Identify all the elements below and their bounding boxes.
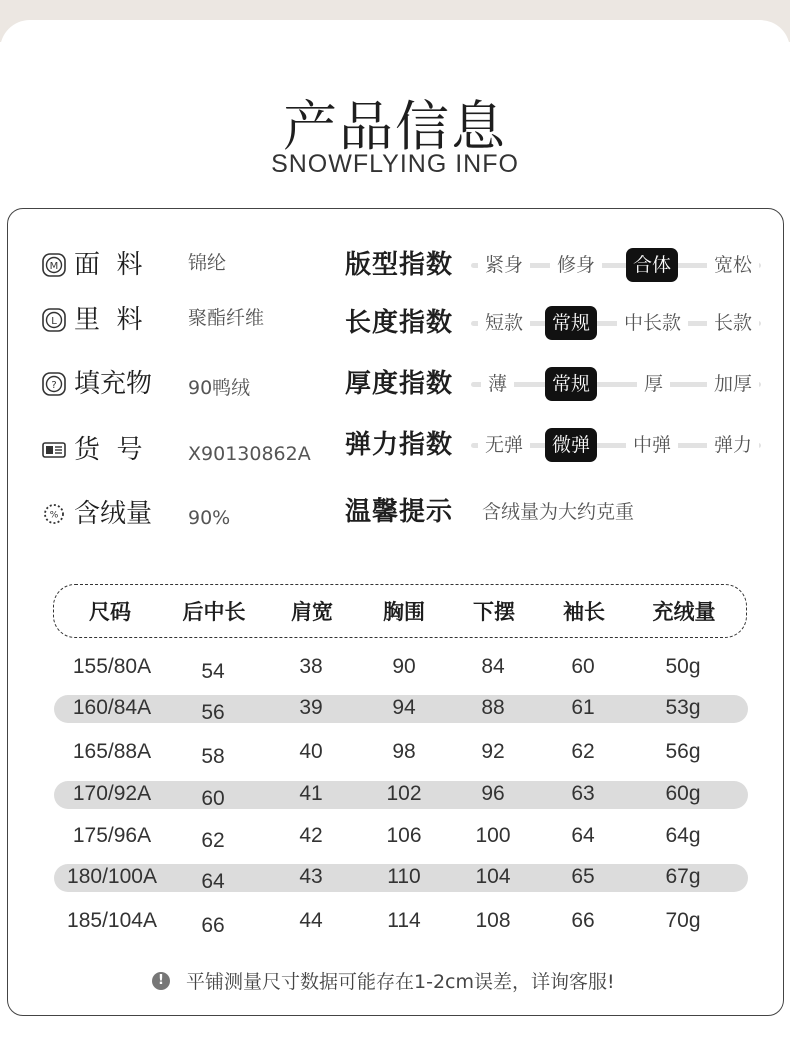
table-cell: 108 (475, 909, 511, 932)
table-cell: 96 (481, 782, 505, 805)
column-header: 下摆 (473, 600, 515, 624)
page-title: 产品信息 (283, 95, 507, 158)
table-cell: 65 (571, 865, 595, 888)
table-cell: 60 (201, 787, 225, 810)
size-table-header (53, 584, 747, 638)
table-cell: 170/92A (72, 782, 152, 805)
table-cell: 175/96A (72, 824, 152, 847)
index-option: 中长款 (617, 306, 688, 340)
table-cell: 53g (665, 696, 701, 719)
table-cell: 42 (299, 824, 323, 847)
table-cell: 38 (299, 655, 323, 678)
table-cell: 63 (571, 782, 595, 805)
table-cell: 56 (201, 701, 225, 724)
table-cell: 106 (386, 824, 422, 847)
tip-label: 温馨提示 (345, 497, 454, 527)
table-cell: 54 (201, 660, 225, 683)
attr-label: 面 料 (74, 250, 143, 280)
table-cell: 58 (201, 745, 225, 768)
table-cell: 44 (299, 909, 323, 932)
attr-value: 90% (188, 507, 231, 529)
table-cell: 88 (481, 696, 505, 719)
table-cell: 41 (299, 782, 323, 805)
attr-value: 90鸭绒 (188, 377, 251, 399)
table-row (54, 654, 748, 682)
table-cell: 60g (665, 782, 701, 805)
attr-label: 填充物 (74, 369, 153, 399)
index-option: 紧身 (478, 248, 530, 282)
m-badge-icon (42, 253, 66, 277)
svg-text:%: % (49, 510, 59, 521)
table-cell: 185/104A (67, 909, 157, 932)
table-cell: 64 (571, 824, 595, 847)
column-header: 袖长 (563, 600, 605, 624)
table-cell: 160/84A (72, 696, 152, 719)
index-label: 版型指数 (345, 250, 454, 280)
id-card-icon (42, 438, 66, 462)
table-cell: 104 (475, 865, 511, 888)
table-row (54, 864, 748, 892)
table-row (54, 908, 748, 936)
index-label: 长度指数 (345, 308, 454, 338)
index-row-fit (345, 243, 765, 287)
index-option: 修身 (550, 248, 602, 282)
table-cell: 67g (665, 865, 701, 888)
tip-text: 含绒量为大约克重 (482, 501, 635, 523)
page-subtitle: SNOWFLYING INFO (271, 150, 519, 178)
l-badge-icon (42, 308, 66, 332)
table-cell: 102 (386, 782, 422, 805)
index-option: 宽松 (707, 248, 759, 282)
table-cell: 114 (387, 909, 421, 932)
question-badge-icon (42, 372, 66, 396)
column-header: 后中长 (182, 600, 246, 624)
table-row (54, 823, 748, 851)
table-cell: 62 (571, 740, 595, 763)
attr-label: 含绒量 (74, 499, 153, 529)
attr-label: 货 号 (74, 435, 143, 465)
table-cell: 40 (299, 740, 323, 763)
table-cell: 56g (665, 740, 701, 763)
table-cell: 60 (571, 655, 595, 678)
table-cell: 84 (481, 655, 505, 678)
svg-text:?: ? (51, 380, 57, 391)
tip-row (345, 490, 765, 534)
table-cell: 66 (201, 914, 225, 937)
attr-value: X90130862A (188, 443, 311, 465)
table-cell: 110 (387, 865, 421, 888)
attr-value: 聚酯纤维 (188, 307, 265, 329)
index-option: 长款 (707, 306, 759, 340)
table-cell: 64g (665, 824, 701, 847)
table-cell: 62 (201, 829, 225, 852)
table-cell: 70g (665, 909, 701, 932)
table-cell: 180/100A (67, 865, 157, 888)
index-option-selected: 常规 (545, 367, 597, 401)
table-cell: 165/88A (72, 740, 152, 763)
exclamation-icon: ! (152, 972, 170, 990)
column-header: 胸围 (383, 600, 425, 624)
table-cell: 61 (571, 696, 595, 719)
index-row-elasticity (345, 423, 765, 467)
table-cell: 43 (299, 865, 323, 888)
table-cell: 92 (481, 740, 505, 763)
table-cell: 66 (571, 909, 595, 932)
index-option-selected: 合体 (626, 248, 678, 282)
index-label: 弹力指数 (345, 430, 454, 460)
column-header: 肩宽 (291, 600, 333, 624)
table-row (54, 781, 748, 809)
percent-loading-icon (42, 502, 66, 526)
attr-label: 里 料 (74, 305, 143, 335)
table-cell: 50g (665, 655, 701, 678)
index-row-thickness (345, 362, 765, 406)
column-header: 尺码 (89, 600, 131, 624)
index-option: 薄 (481, 367, 514, 401)
table-cell: 90 (392, 655, 416, 678)
column-header: 充绒量 (652, 600, 716, 624)
svg-text:M: M (49, 261, 59, 272)
index-option-selected: 常规 (545, 306, 597, 340)
table-row (54, 695, 748, 723)
top-cap (0, 20, 790, 60)
table-cell: 98 (392, 740, 416, 763)
table-cell: 39 (299, 696, 323, 719)
index-option: 加厚 (707, 367, 759, 401)
index-option: 弹力 (707, 428, 759, 462)
index-option-selected: 微弹 (545, 428, 597, 462)
table-cell: 155/80A (72, 655, 152, 678)
measurement-footnote (152, 968, 615, 996)
index-option: 无弹 (478, 428, 530, 462)
index-option: 厚 (637, 367, 670, 401)
attr-value: 锦纶 (188, 252, 227, 274)
index-option: 中弹 (626, 428, 678, 462)
table-cell: 100 (475, 824, 511, 847)
index-label: 厚度指数 (345, 369, 454, 399)
index-row-length (345, 301, 765, 345)
footnote-text: 平铺测量尺寸数据可能存在1-2cm误差，详询客服! (186, 971, 615, 993)
table-cell: 64 (201, 870, 225, 893)
table-row (54, 739, 748, 767)
table-cell: 94 (392, 696, 416, 719)
svg-text:L: L (51, 316, 57, 327)
index-option: 短款 (478, 306, 530, 340)
